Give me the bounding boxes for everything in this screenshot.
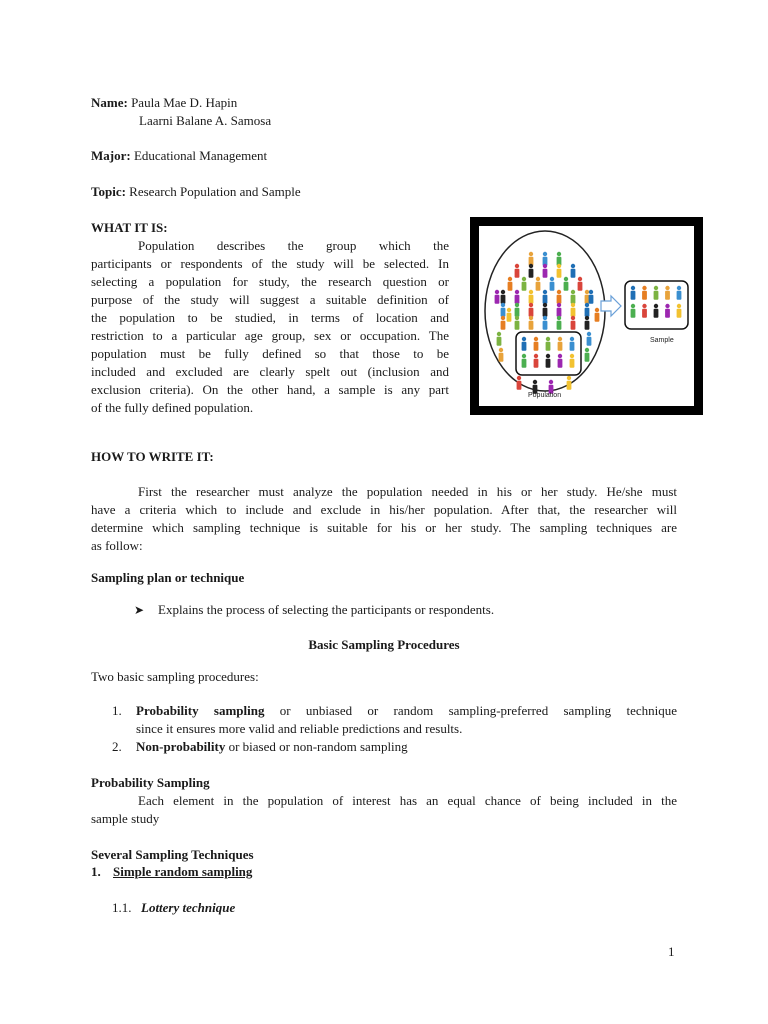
list-num-1: 1. xyxy=(112,703,122,718)
prob-heading: Probability Sampling xyxy=(91,775,210,790)
person-icon xyxy=(546,337,551,351)
person-icon xyxy=(543,290,548,304)
person-icon xyxy=(595,308,600,322)
list-num-2: 2. xyxy=(112,739,122,754)
list-rest-1: or unbiased or random sampling-preferred sampling technique xyxy=(264,703,677,718)
sample-people xyxy=(631,286,682,318)
person-icon xyxy=(534,354,539,368)
topic-line xyxy=(91,183,301,201)
person-icon xyxy=(529,303,534,317)
what-paragraph xyxy=(91,237,449,417)
person-icon xyxy=(501,290,506,304)
how-line: as follow: xyxy=(91,538,143,553)
person-icon xyxy=(557,316,562,330)
lottery-line xyxy=(112,899,235,917)
person-icon xyxy=(642,304,647,318)
what-line: the population to be studied, in terms of location and xyxy=(91,310,449,325)
person-icon xyxy=(677,286,682,300)
person-icon xyxy=(515,316,520,330)
how-heading: HOW TO WRITE IT: xyxy=(91,449,214,464)
person-icon xyxy=(571,264,576,278)
person-icon xyxy=(665,286,670,300)
person-icon xyxy=(550,277,555,291)
prob-line: Each element in the population of interest has an equal chance of being included in the xyxy=(138,793,677,808)
arrow-bullet-icon: ➤ xyxy=(134,603,145,617)
person-icon xyxy=(631,286,636,300)
topic-label: Topic: xyxy=(91,184,126,199)
list-cont-1: since it ensures more valid and reliable predictions and results. xyxy=(136,721,463,736)
person-icon xyxy=(497,332,502,346)
topic-value: Research Population and Sample xyxy=(129,184,301,199)
sample-label: Sample xyxy=(650,337,674,344)
person-icon xyxy=(499,348,504,362)
several-heading: Several Sampling Techniques xyxy=(91,847,254,862)
srs-label: Simple random sampling xyxy=(113,864,253,879)
person-icon xyxy=(522,277,527,291)
person-icon xyxy=(571,303,576,317)
basic-heading: Basic Sampling Procedures xyxy=(308,637,460,652)
what-line: Population describes the group which the xyxy=(138,238,449,253)
person-icon xyxy=(564,277,569,291)
list-item-2 xyxy=(136,738,408,756)
population-sample-figure xyxy=(470,217,703,415)
person-icon xyxy=(642,286,647,300)
author-2: Laarni Balane A. Samosa xyxy=(139,113,272,128)
name-line xyxy=(91,94,237,112)
person-icon xyxy=(677,304,682,318)
person-icon xyxy=(543,316,548,330)
what-line: of the fully defined population. xyxy=(91,400,254,415)
list-bold-2: Non-probability xyxy=(136,739,226,754)
person-icon xyxy=(557,290,562,304)
person-icon xyxy=(558,337,563,351)
person-icon xyxy=(529,252,534,266)
prob-line: sample study xyxy=(91,811,160,826)
major-value: Educational Management xyxy=(133,148,268,163)
person-icon xyxy=(571,316,576,330)
what-heading: WHAT IT IS: xyxy=(91,220,168,235)
person-icon xyxy=(529,290,534,304)
what-line: exclusion criteria). On the other hand, a sample is any part xyxy=(91,382,449,397)
person-icon xyxy=(585,303,590,317)
person-icon xyxy=(570,354,575,368)
person-icon xyxy=(508,277,513,291)
person-icon xyxy=(515,264,520,278)
list-item-1 xyxy=(136,702,677,738)
person-icon xyxy=(654,304,659,318)
person-icon xyxy=(557,303,562,317)
what-line: selecting a population for study, the research question or xyxy=(91,274,449,289)
person-icon xyxy=(571,290,576,304)
person-icon xyxy=(507,308,512,322)
person-icon xyxy=(543,252,548,266)
plan-bullet-text: Explains the process of selecting the participants or respondents. xyxy=(158,602,495,617)
person-icon xyxy=(589,290,594,304)
person-icon xyxy=(495,290,500,304)
person-icon xyxy=(501,316,506,330)
person-icon xyxy=(522,337,527,351)
two-basic-text: Two basic sampling procedures: xyxy=(91,669,259,684)
srs-line xyxy=(91,863,252,881)
person-icon xyxy=(558,354,563,368)
person-icon xyxy=(517,376,522,390)
list-bold-1: Probability sampling xyxy=(136,703,265,718)
person-icon xyxy=(515,290,520,304)
author-1: Paula Mae D. Hapin xyxy=(131,95,238,110)
plan-heading: Sampling plan or technique xyxy=(91,570,245,585)
what-line: population must be fully defined so that those to be xyxy=(91,346,449,361)
lottery-num: 1.1. xyxy=(112,900,132,915)
person-icon xyxy=(585,316,590,330)
person-icon xyxy=(557,264,562,278)
person-icon xyxy=(631,304,636,318)
person-icon xyxy=(529,264,534,278)
person-icon xyxy=(654,286,659,300)
prob-paragraph xyxy=(91,792,677,828)
person-icon xyxy=(546,354,551,368)
what-line: purpose of the study will suggest a suitable definition of xyxy=(91,292,449,307)
page-number: 1 xyxy=(668,944,675,959)
person-icon xyxy=(570,337,575,351)
what-line: participants or respondents of the study will be selected. In xyxy=(91,256,449,271)
list-rest-2: or biased or non-random sampling xyxy=(225,739,408,754)
population-sample-diagram xyxy=(479,226,694,406)
srs-num: 1. xyxy=(91,864,101,879)
person-icon xyxy=(578,277,583,291)
lottery-label: Lottery technique xyxy=(141,900,236,915)
what-line: included and excluded are clearly spelt out (inclusion and xyxy=(91,364,449,379)
person-icon xyxy=(585,348,590,362)
person-icon xyxy=(665,304,670,318)
person-icon xyxy=(587,332,592,346)
how-paragraph xyxy=(91,483,677,555)
person-icon xyxy=(522,354,527,368)
person-icon xyxy=(501,303,506,317)
what-line: restriction to a particular age group, sex or occupation. The xyxy=(91,328,449,343)
plan-bullet xyxy=(134,601,494,619)
person-icon xyxy=(543,264,548,278)
person-icon xyxy=(536,277,541,291)
how-line: First the researcher must analyze the population needed in his or her study. He/she must xyxy=(138,484,677,499)
person-icon xyxy=(557,252,562,266)
person-icon xyxy=(534,337,539,351)
person-icon xyxy=(543,303,548,317)
major-line xyxy=(91,147,267,165)
how-line: have a criteria which to include and exclude in his/her population. After that, the researcher will xyxy=(91,502,677,517)
person-icon xyxy=(515,303,520,317)
major-label: Major: xyxy=(91,148,131,163)
population-label: Population xyxy=(528,392,562,399)
person-icon xyxy=(529,316,534,330)
name-label: Name: xyxy=(91,95,128,110)
person-icon xyxy=(567,376,572,390)
how-line: determine which sampling technique is suitable for his or her study. The sampling techniques are xyxy=(91,520,677,535)
